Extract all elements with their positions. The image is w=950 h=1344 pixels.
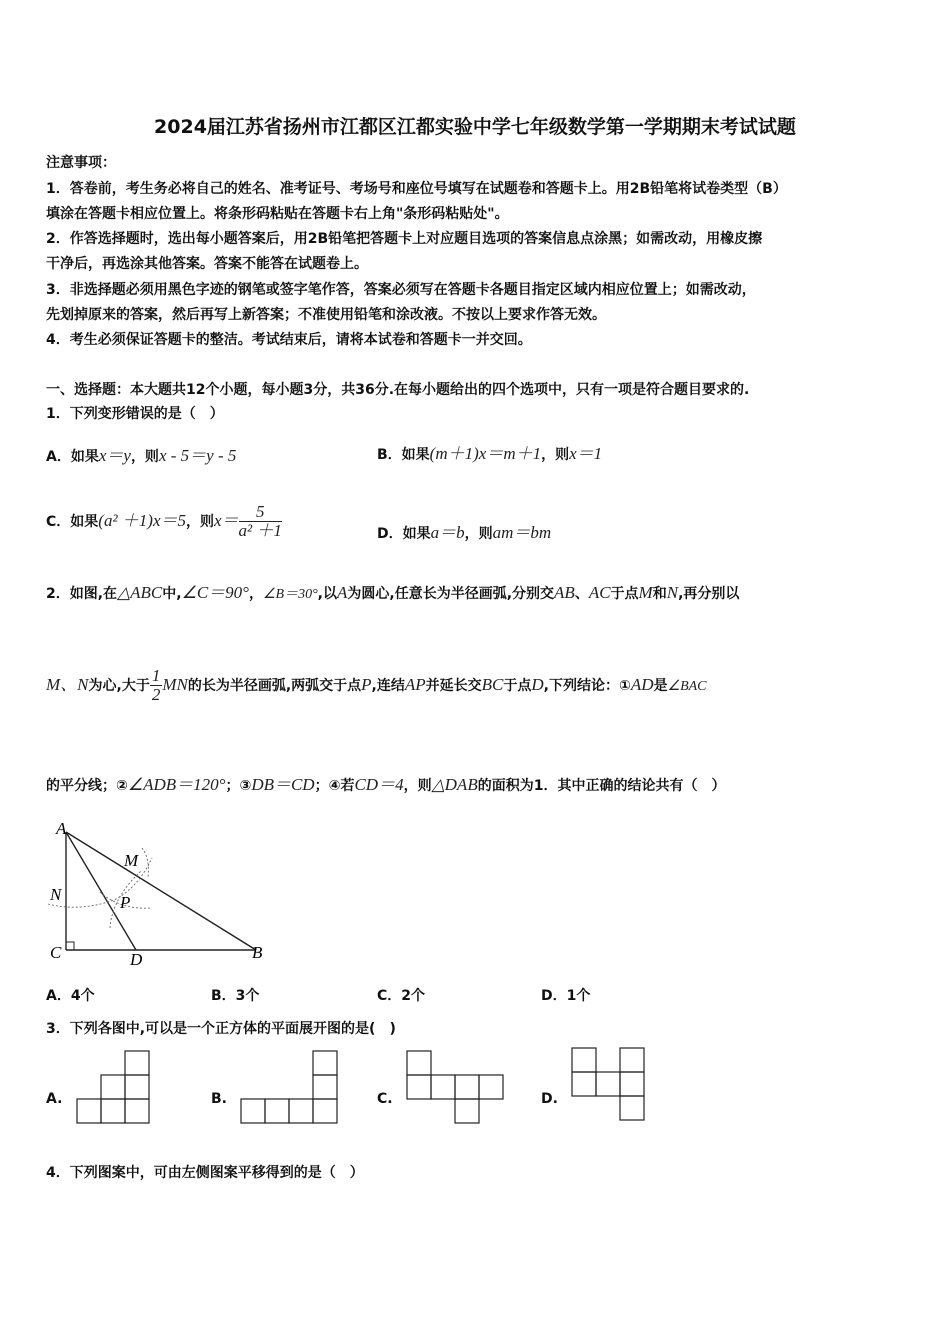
q2-option-a: A．4个 <box>46 988 95 1004</box>
section-heading: 一、选择题：本大题共12个小题，每小题3分，共36分.在每小题给出的四个选项中，只有一项是符合题目要求的. <box>46 382 750 398</box>
q3-net-a <box>76 1050 152 1124</box>
q3-label-b: B. <box>211 1091 227 1107</box>
label-N: N <box>50 885 62 904</box>
q3-net-c <box>406 1050 506 1124</box>
q3-stem: 3．下列各图中,可以是一个正方体的平面展开图的是( ) <box>46 1021 396 1037</box>
q3-label-a: A. <box>46 1091 63 1107</box>
q1-option-a: A．如果x＝y，则x - 5＝y - 5 <box>46 446 237 465</box>
q1-option-c: C．如果(a² ＋1)x＝5，则x＝ $\frac{5}{\text{a² ＋1}}$ <box>46 502 282 540</box>
q4-stem: 4．下列图案中，可由左侧图案平移得到的是（ ） <box>46 1165 364 1181</box>
label-B: B <box>252 943 263 962</box>
q2-line-3: 的平分线；②∠ADB＝120°；③DB＝CD；④若CD＝4，则△DAB的面积为1．其中正确的结论共有（ ） <box>46 775 726 794</box>
q1-option-d: D．如果a＝b，则am＝bm <box>377 523 552 542</box>
note-2: 2．作答选择题时，选出每小题答案后，用2B铅笔把答题卡上对应题目选项的答案信息点涂黑；如需改动，用橡皮擦 <box>46 231 763 247</box>
label-C: C <box>50 943 62 962</box>
note-2b: 干净后，再选涂其他答案。答案不能答在试题卷上。 <box>46 256 368 272</box>
q3-label-d: D. <box>541 1091 558 1107</box>
q2-line-1: 2．如图,在△ABC中,∠C＝90°，∠B＝30°,以A为圆心,任意长为半径画弧,分别交AB、AC于点M和N,再分别以 <box>46 583 740 602</box>
label-M: M <box>124 851 139 870</box>
q2-option-d: D．1个 <box>541 988 591 1004</box>
q3-net-d <box>571 1047 647 1123</box>
label-P: P <box>120 893 131 912</box>
label-D: D <box>130 950 143 969</box>
note-3b: 先划掉原来的答案，然后再写上新答案；不准使用铅笔和涂改液。不按以上要求作答无效。 <box>46 307 606 323</box>
note-1: 1．答卷前，考生务必将自己的姓名、准考证号、考场号和座位号填写在试题卷和答题卡上。用2B铅笔将试卷类型（B） <box>46 181 787 197</box>
q3-label-c: C. <box>377 1091 393 1107</box>
note-4: 4．考生必须保证答题卡的整洁。考试结束后，请将本试卷和答题卡一并交回。 <box>46 332 532 348</box>
q2-triangle-figure <box>40 818 280 968</box>
label-A: A <box>56 819 67 838</box>
q1-stem: 1．下列变形错误的是（ ） <box>46 406 224 422</box>
page-title: 2024届江苏省扬州市江都区江都实验中学七年级数学第一学期期末考试试题 <box>154 116 796 138</box>
q2-option-c: C．2个 <box>377 988 426 1004</box>
notes-heading: 注意事项： <box>46 155 116 171</box>
q2-option-b: B．3个 <box>211 988 260 1004</box>
note-1b: 填涂在答题卡相应位置上。将条形码粘贴在答题卡右上角"条形码粘贴处"。 <box>46 206 509 222</box>
q3-net-b <box>240 1050 340 1124</box>
q2-line-2: M、N为心,大于 $\frac{1}{2}$ MN的长为半径画弧,两弧交于点P,连结AP并延长交BC于点D,下列结论：①AD是∠BAC <box>46 666 707 704</box>
q1-option-b: B．如果(m＋1)x＝m＋1，则x＝1 <box>377 444 603 463</box>
note-3: 3．非选择题必须用黑色字迹的钢笔或签字笔作答，答案必须写在答题卡各题目指定区域内相应位置上；如需改动， <box>46 282 756 298</box>
